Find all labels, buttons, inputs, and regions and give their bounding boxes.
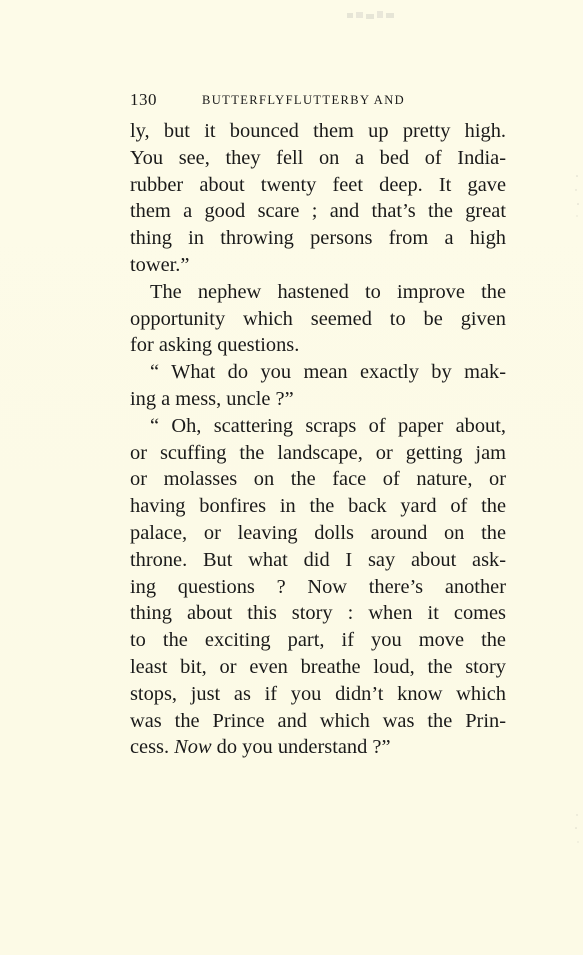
text-line: opportunity which seemed to be given xyxy=(130,307,506,330)
page-edge-speckle xyxy=(575,170,579,220)
body-text xyxy=(130,118,506,761)
text-line: ly, but it bounced them up pretty high. xyxy=(130,120,506,142)
text-line: throne. But what did I say about ask- xyxy=(130,548,506,571)
text-line: or scuffing the landscape, or getting jam xyxy=(130,441,506,464)
page-edge-speckle xyxy=(575,810,579,850)
text-line: “ Oh, scattering scraps of paper about, xyxy=(150,414,506,437)
italic-emphasis: Now xyxy=(174,736,212,759)
text-line: or molasses on the face of nature, or xyxy=(130,468,506,491)
text-fragment: do you understand ?” xyxy=(211,736,391,759)
text-line: to the exciting part, if you move the xyxy=(130,629,506,652)
text-line: The nephew hastened to improve the xyxy=(150,280,506,303)
text-line: palace, or leaving dolls around on the xyxy=(130,521,506,544)
running-title: BUTTERFLYFLUTTERBY AND xyxy=(202,93,406,107)
text-line: rubber about twenty feet deep. It gave xyxy=(130,173,506,196)
text-line-final xyxy=(130,734,506,761)
text-line: stops, just as if you didn’t know which xyxy=(130,682,506,705)
text-line: thing in throwing persons from a high xyxy=(130,227,506,250)
text-line: ing a mess, uncle ?” xyxy=(130,387,294,410)
text-line: thing about this story : when it comes xyxy=(130,602,506,625)
text-line: for asking questions. xyxy=(130,334,300,357)
text-line: having bonfires in the back yard of the xyxy=(130,495,506,518)
page-header xyxy=(130,90,506,112)
text-fragment: cess. xyxy=(130,736,175,759)
faint-library-stamp xyxy=(345,8,400,22)
text-line: You see, they fell on a bed of India- xyxy=(130,146,506,169)
text-line: “ What do you mean exactly by mak- xyxy=(150,361,506,384)
text-line: them a good scare ; and that’s the great xyxy=(130,200,506,223)
text-line: was the Prince and which was the Prin- xyxy=(130,709,506,732)
page-number: 130 xyxy=(130,90,157,109)
text-line: tower.” xyxy=(130,253,190,276)
text-line: ing questions ? Now there’s another xyxy=(130,575,506,598)
text-line: least bit, or even breathe loud, the story xyxy=(130,655,506,678)
